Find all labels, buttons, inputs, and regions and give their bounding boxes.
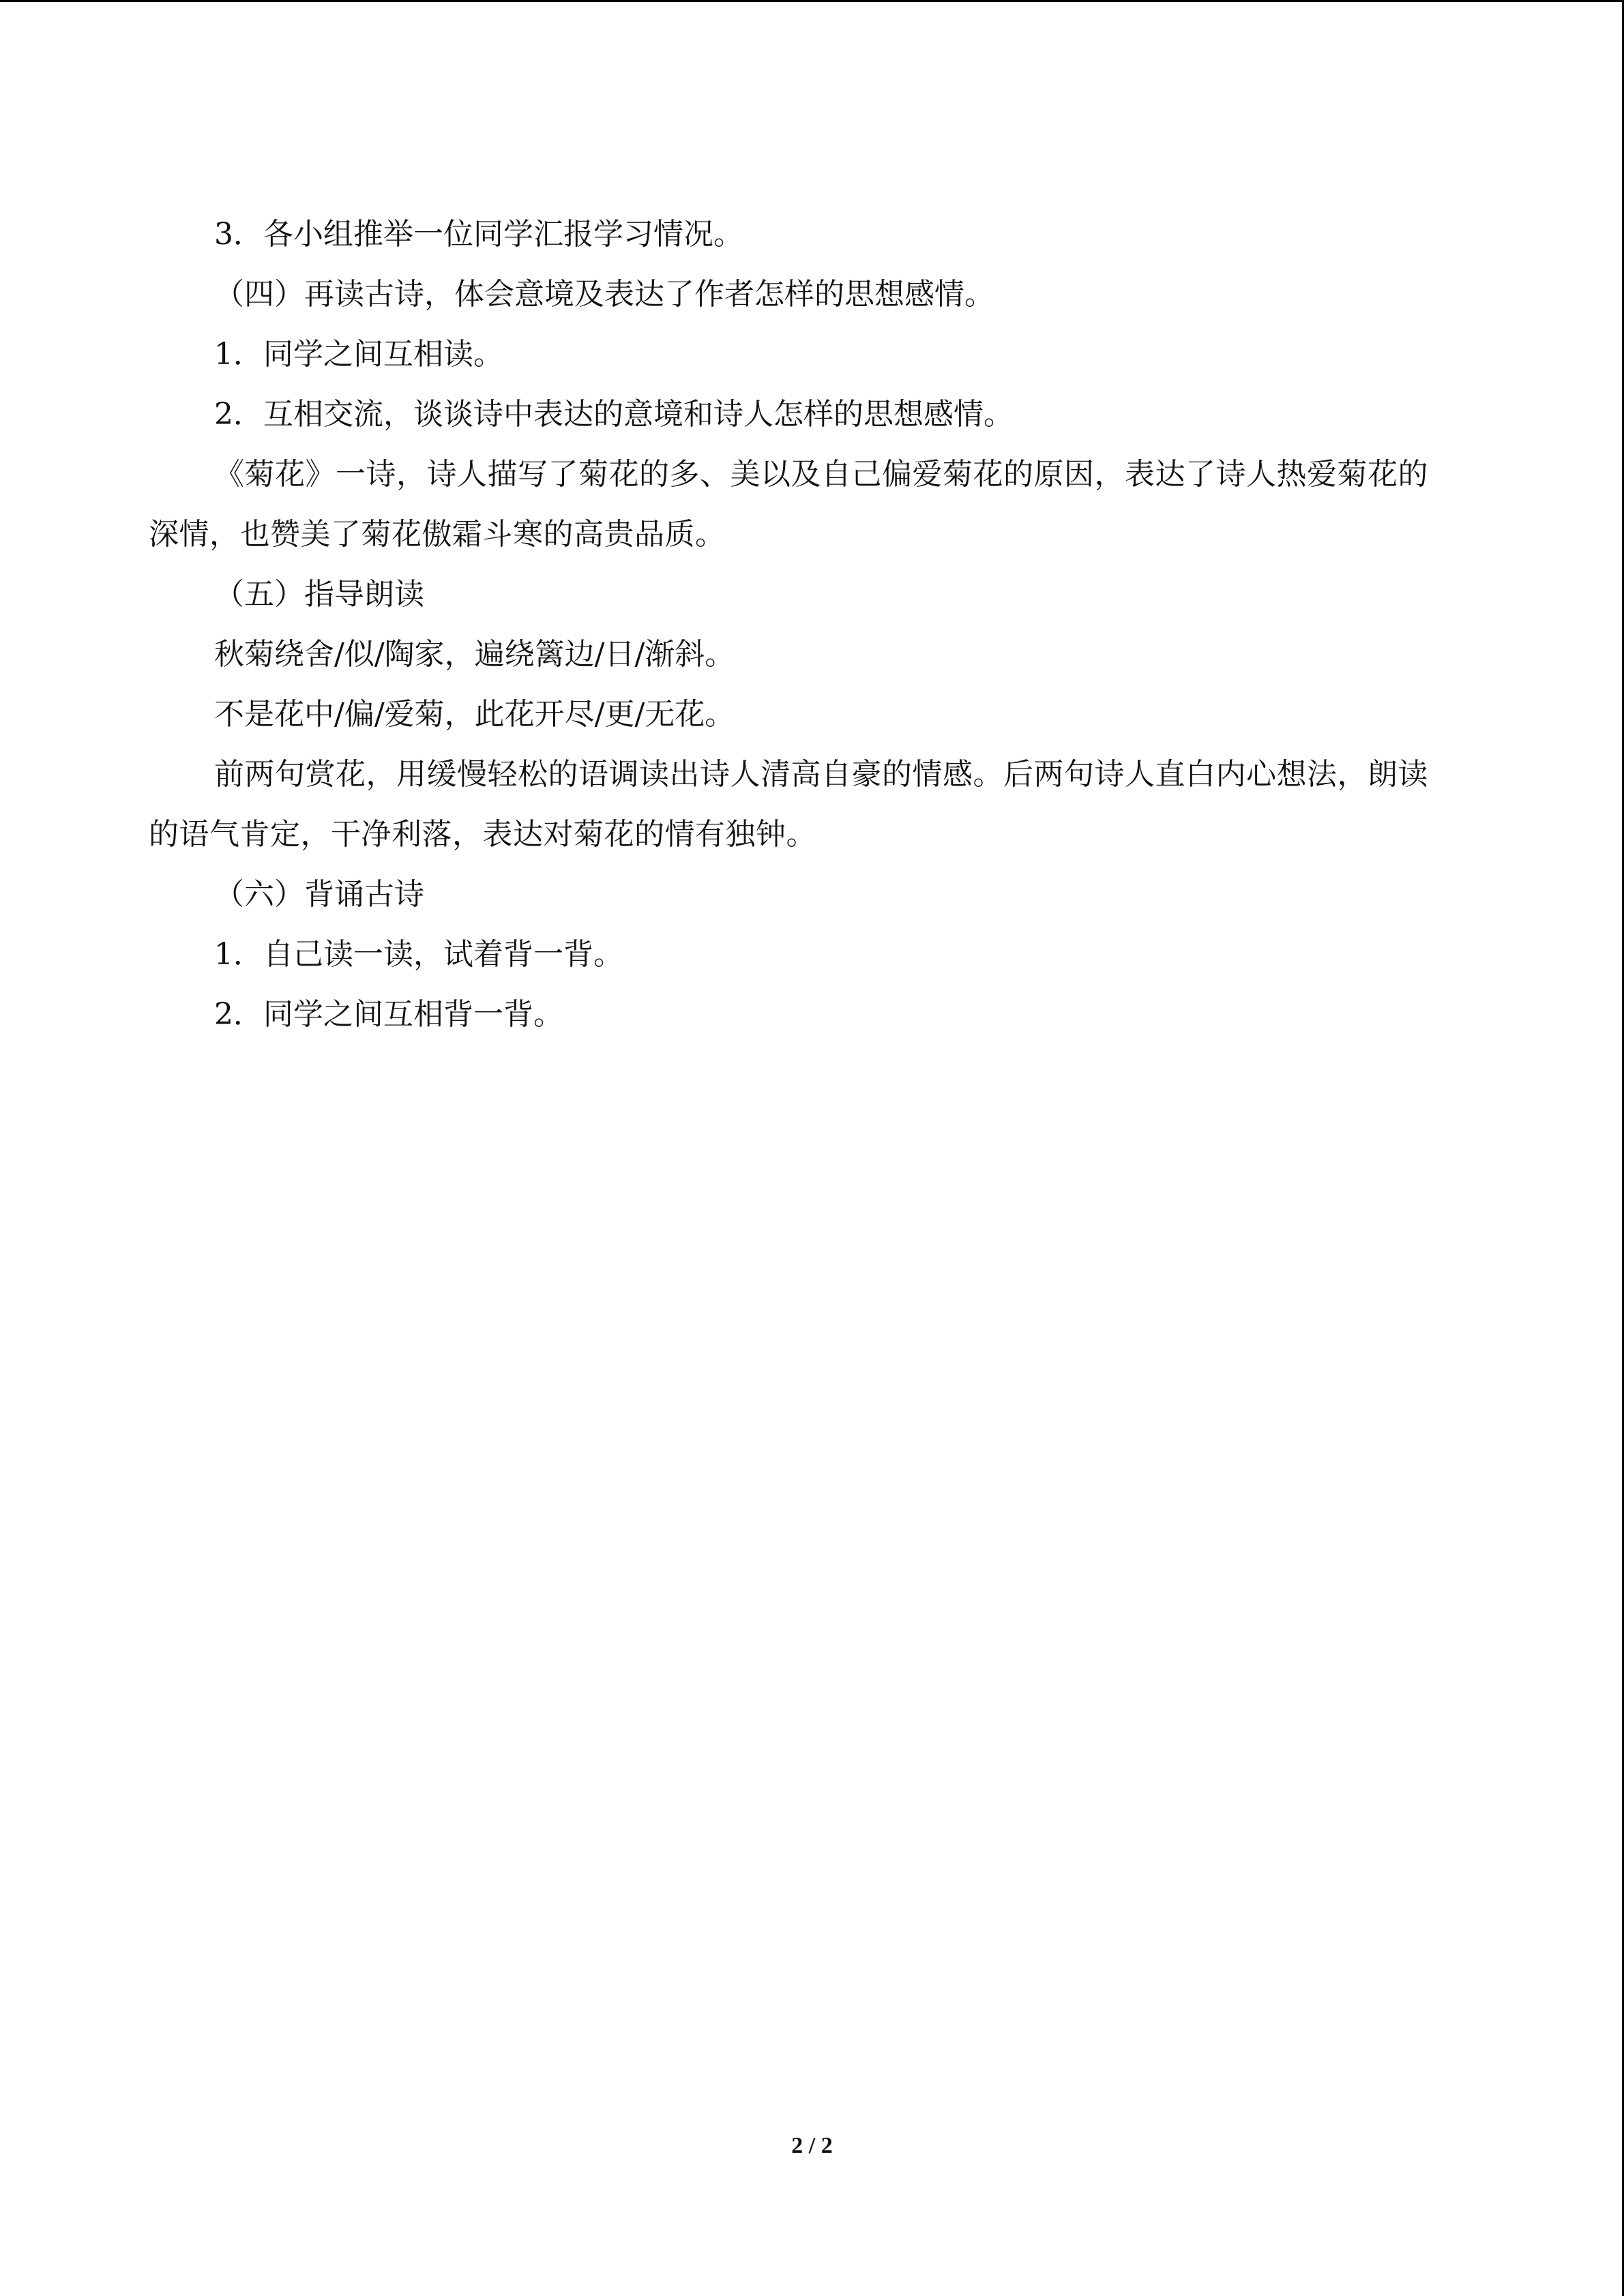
section-heading-guided-reading: （五）指导朗读 [214, 577, 424, 612]
paragraph-reading-guidance: 前两句赏花，用缓慢轻松的语调读出诗人清高自豪的情感。后两句诗人直白内心想法，朗读的语气肯定，干净利落，表达对菊花的情有独钟。 [149, 757, 1428, 852]
paragraph-self-recite: 1．自己读一读，试着背一背。 [214, 937, 623, 972]
section-heading-recite: （六）背诵古诗 [214, 877, 424, 912]
document-body [149, 205, 1458, 1045]
paragraph-poem-summary: 《菊花》一诗，诗人描写了菊花的多、美以及自己偏爱菊花的原因，表达了诗人热爱菊花的深情，也赞美了菊花傲霜斗寒的高贵品质。 [149, 457, 1428, 552]
poem-line-2: 不是花中/偏/爱菊，此花开尽/更/无花。 [214, 697, 735, 732]
page-number: 2 / 2 [791, 2133, 833, 2158]
paragraph-report: 3．各小组推举一位同学汇报学习情况。 [214, 217, 743, 252]
paragraph-exchange: 2．互相交流，谈谈诗中表达的意境和诗人怎样的思想感情。 [214, 397, 1014, 432]
poem-line-1: 秋菊绕舍/似/陶家，遍绕篱边/日/渐斜。 [214, 637, 735, 672]
section-heading-reread: （四）再读古诗，体会意境及表达了作者怎样的思想感情。 [214, 277, 994, 312]
paragraph-peer-recite: 2．同学之间互相背一背。 [214, 997, 563, 1032]
paragraph-read-each-other: 1．同学之间互相读。 [214, 337, 503, 372]
